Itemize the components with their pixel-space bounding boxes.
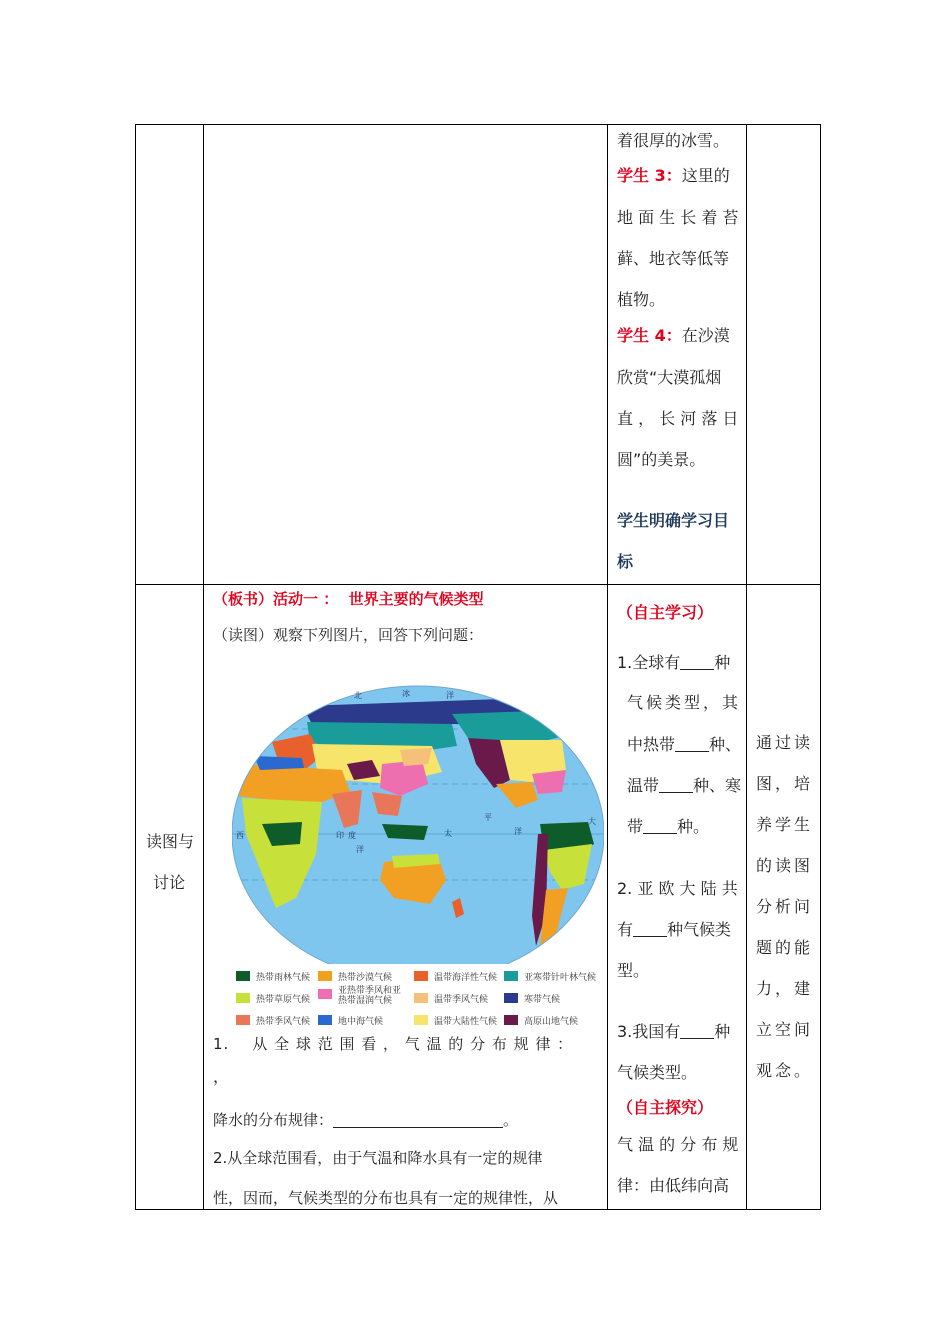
ocean-label: 太 [444,829,452,838]
student-activity-line: 植物。 [617,290,666,309]
legend-item: 热带季风气候 [236,1014,310,1027]
question-1-comma: ， [213,1067,230,1086]
legend-item: 温带海洋性气候 [414,970,497,983]
question-1-precip: 降水的分布规律： 。 [213,1111,519,1129]
ocean-label: 度 [348,831,356,840]
region-indonesia [382,824,428,840]
objective-text: 立空间 [756,1020,814,1039]
legend-swatch [414,1015,428,1025]
explore-text: 气 温 的 分 布 规 [617,1135,739,1154]
legend-item: 亚热带季风和亚热带湿润气候 [318,986,408,1006]
legend-item: 热带沙漠气候 [318,970,392,983]
ocean-label: 洋 [514,827,522,836]
board-heading: （板书）活动一 ： 世界主要的气候类型 [213,590,484,608]
region-north-china [400,748,432,766]
student-activity-line: 直 ， 长 河 落 日 [617,409,739,428]
legend-item: 亚寒带针叶林气候 [504,970,596,983]
ocean-label: 北 [354,691,362,700]
student-activity-line: 地 面 生 长 着 苔 [617,208,739,227]
table-col-divider-1 [203,124,204,1210]
legend-item: 高原山地气候 [504,1014,578,1027]
legend-swatch [318,1015,332,1025]
answer-blank[interactable] [633,920,667,937]
legend-item: 温带大陆性气候 [414,1014,497,1027]
answer-blank[interactable] [659,776,693,793]
read-map-intro: （读图）观察下列图片，回答下列问题： [213,626,484,644]
ocean-label: 大 [588,817,596,826]
legend-item: 热带雨林气候 [236,970,310,983]
legend-swatch [504,993,518,1003]
legend-swatch [236,971,250,981]
self-study-item-1: 气候类型，其 [627,693,742,712]
objective-text: 的读图 [756,856,814,875]
legend-item: 温带季风气候 [414,992,488,1005]
question-1: 1. 从 全 球 范 围 看 ， 气 温 的 分 布 规 律 ： [213,1035,574,1053]
section-label: 讨论 [153,873,186,892]
ocean-label: 冰 [402,689,410,698]
legend-item: 地中海气候 [318,1014,383,1027]
answer-blank[interactable] [675,735,709,752]
table-col-divider-2 [607,124,608,1210]
self-study-item-2: 2. 亚 欧 大 陆 共 [617,879,738,898]
map-legend [236,968,596,1032]
objective-text: 力，建 [756,979,814,998]
explore-text: 律：由低纬向高 [617,1176,730,1195]
self-study-item-2: 型。 [617,961,650,980]
self-study-item-3: 气候类型。 [617,1063,698,1082]
objective-text: 题的能 [756,938,814,957]
objective-text: 分析问 [756,897,814,916]
ocean-label: 洋 [356,845,364,854]
answer-blank[interactable] [680,653,714,670]
ocean-label: 洋 [446,691,454,700]
ocean-label: 西 [236,831,244,840]
table-border-right [820,124,821,1210]
table-border-bottom [135,1209,821,1210]
legend-swatch [318,989,332,999]
student-3-line [617,163,730,186]
answer-blank[interactable] [680,1022,714,1039]
self-study-item-1: 带 种。 [627,817,710,836]
self-study-item-2: 有 种气候类 [617,920,732,939]
self-study-item-1: 1.全球有 种 [617,653,731,672]
table-border-top [135,124,821,125]
legend-swatch [236,993,250,1003]
section-label: 读图与 [146,832,195,851]
student-3-label: 学生 3： [617,166,682,185]
self-study-item-1: 中热带 种、 [627,735,742,754]
region-mediterranean [254,756,304,770]
legend-swatch [318,971,332,981]
question-2: 2.从全球范围看，由于气温和降水具有一定的规律 [213,1149,543,1167]
learning-goal-line: 标 [617,552,634,571]
answer-blank[interactable] [333,1111,503,1128]
student-4-label: 学生 4： [617,326,682,345]
ocean-label: 平 [484,813,492,822]
table-row-divider [135,584,821,585]
student-4-line [617,323,730,346]
question-2: 性，因而，气候类型的分布也具有一定的规律性，从 [213,1189,559,1207]
legend-swatch [414,971,428,981]
self-study-heading: （自主学习） [617,603,714,622]
self-explore-heading: （自主探究） [617,1098,714,1117]
legend-swatch [236,1015,250,1025]
ocean-label: 印 [336,831,344,840]
table-col-divider-3 [746,124,747,1210]
learning-goal-line: 学生明确学习目 [617,511,730,530]
legend-swatch [504,971,518,981]
legend-swatch [414,993,428,1003]
table-border-left [135,124,136,1210]
student-activity-line: 藓、地衣等低等 [617,249,730,268]
student-activity-line: 欣赏“大漠孤烟 [617,368,722,387]
objective-text: 图，培 [756,774,814,793]
self-study-item-3: 3.我国有 种 [617,1022,731,1041]
self-study-item-1: 温带 种、寒 [627,776,742,795]
objective-text: 通过读 [756,733,814,752]
student-3-text: 这里的 [681,166,730,185]
legend-swatch [504,1015,518,1025]
student-activity-line: 圆”的美景。 [617,450,706,469]
region-north-america-southeast [532,770,566,794]
legend-item: 寒带气候 [504,992,560,1005]
answer-blank[interactable] [643,817,677,834]
objective-text: 养学生 [756,815,814,834]
legend-item: 热带草原气候 [236,992,310,1005]
student-4-text: 在沙漠 [681,326,730,345]
student-activity-line: 着很厚的冰雪。 [617,131,730,150]
objective-text: 观念。 [756,1061,814,1080]
